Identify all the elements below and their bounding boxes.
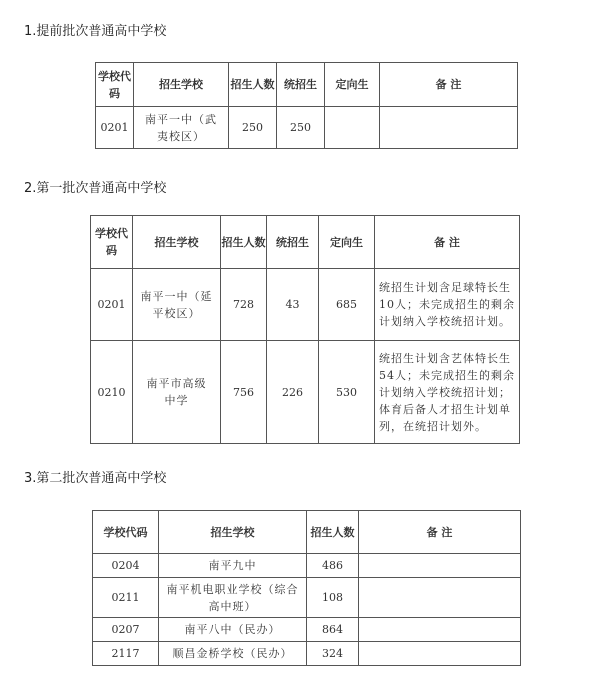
col-header-remark: 备 注 [380,63,518,107]
col-header-count: 招生人数 [307,511,359,554]
section2-table [90,215,520,444]
table-row [91,341,520,444]
cell-unified: 226 [267,341,319,444]
cell-unified: 250 [277,107,325,149]
col-header-school: 招生学校 [134,63,229,107]
section2-heading: 2.第一批次普通高中学校 [24,181,167,196]
cell-count: 108 [307,578,359,618]
col-header-directed: 定向生 [325,63,380,107]
cell-code: 0201 [96,107,134,149]
table-row [96,107,518,149]
cell-directed [325,107,380,149]
cell-code: 0204 [93,554,159,578]
col-header-directed: 定向生 [319,216,375,269]
cell-code: 0210 [91,341,133,444]
col-header-school: 招生学校 [133,216,221,269]
table-header-row [91,216,520,269]
cell-school: 南平八中（民办） [159,618,307,642]
cell-school: 南平九中 [159,554,307,578]
table-row [93,642,521,666]
cell-school: 南平市高级中学 [133,341,221,444]
col-header-unified: 统招生 [277,63,325,107]
cell-remark [359,578,521,618]
cell-school: 南平一中（武夷校区） [134,107,229,149]
cell-school: 顺昌金桥学校（民办） [159,642,307,666]
cell-count: 728 [221,269,267,341]
cell-count: 324 [307,642,359,666]
cell-remark [380,107,518,149]
cell-directed: 530 [319,341,375,444]
section3-heading: 3.第二批次普通高中学校 [24,471,167,486]
cell-school: 南平机电职业学校（综合高中班） [159,578,307,618]
table-row [91,269,520,341]
cell-count: 756 [221,341,267,444]
col-header-remark: 备 注 [359,511,521,554]
table-header-row [93,511,521,554]
table-header-row [96,63,518,107]
cell-remark [359,642,521,666]
table-row [93,578,521,618]
col-header-count: 招生人数 [221,216,267,269]
cell-school: 南平一中（延平校区） [133,269,221,341]
cell-code: 0211 [93,578,159,618]
cell-directed: 685 [319,269,375,341]
table-row [93,618,521,642]
col-header-code: 学校代码 [91,216,133,269]
col-header-school: 招生学校 [159,511,307,554]
cell-unified: 43 [267,269,319,341]
col-header-code: 学校代码 [93,511,159,554]
col-header-remark: 备 注 [375,216,520,269]
table-row [93,554,521,578]
col-header-code: 学校代码 [96,63,134,107]
cell-count: 486 [307,554,359,578]
cell-code: 2117 [93,642,159,666]
section3-table [92,510,521,666]
cell-count: 250 [229,107,277,149]
cell-code: 0201 [91,269,133,341]
section1-table [95,62,518,149]
col-header-unified: 统招生 [267,216,319,269]
cell-remark: 统招生计划含艺体特长生54人；未完成招生的剩余计划纳入学校统招计划；体育后备人才招生计划单列，在统招计划外。 [375,341,520,444]
section1-heading: 1.提前批次普通高中学校 [24,24,167,39]
cell-count: 864 [307,618,359,642]
col-header-count: 招生人数 [229,63,277,107]
cell-code: 0207 [93,618,159,642]
cell-remark [359,618,521,642]
cell-remark [359,554,521,578]
cell-remark: 统招生计划含足球特长生10人；未完成招生的剩余计划纳入学校统招计划。 [375,269,520,341]
